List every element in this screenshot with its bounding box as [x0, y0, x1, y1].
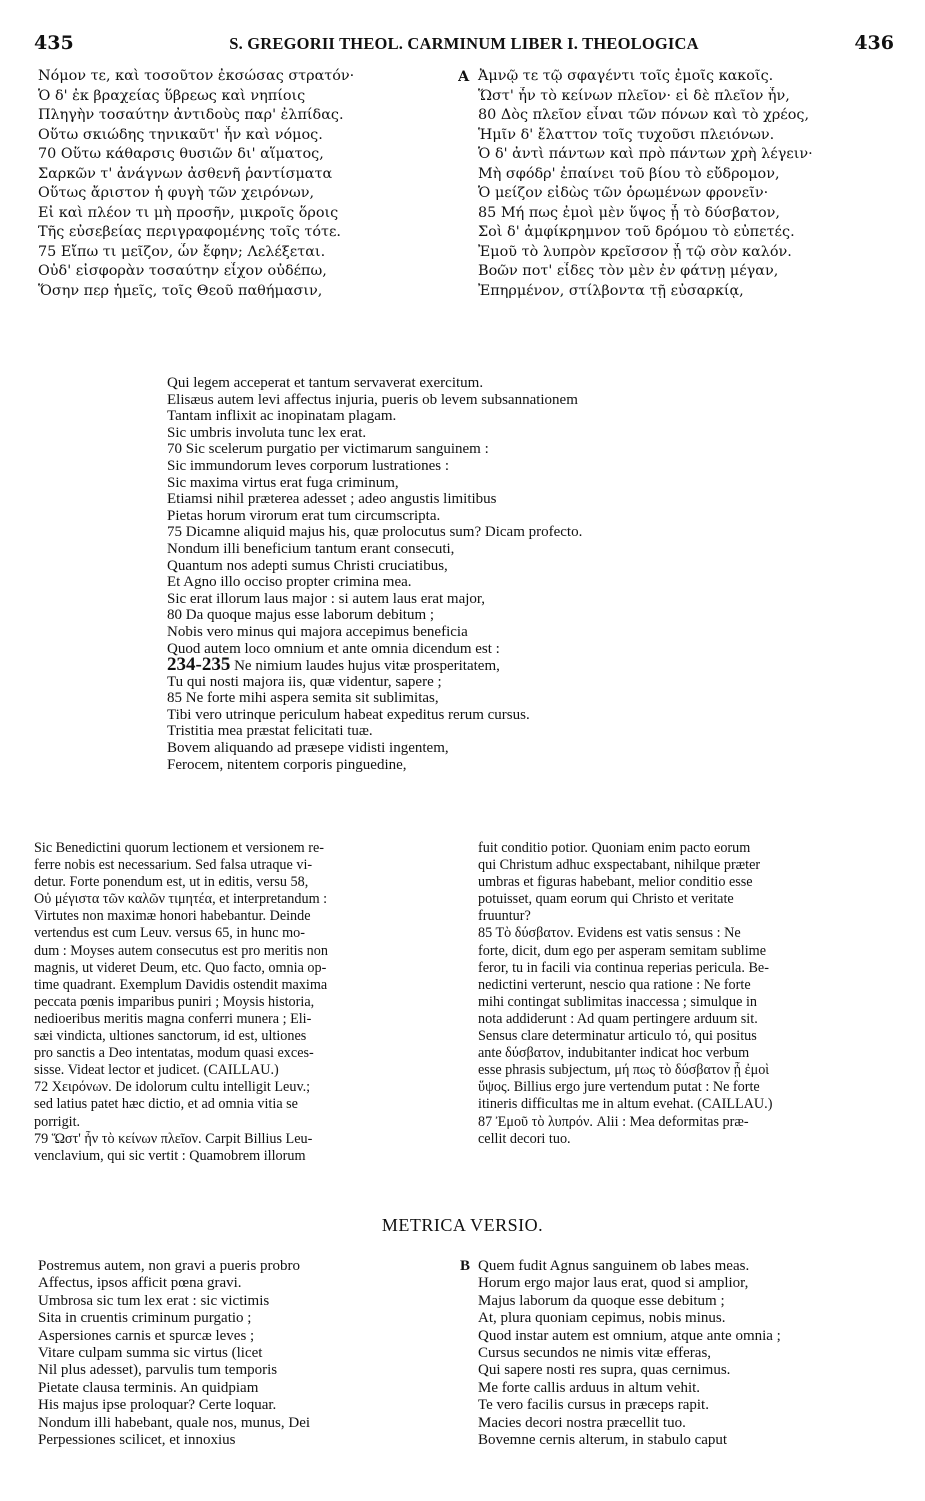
metrica-line-text: Bovemne cernis alterum, in stabulo caput: [478, 1431, 728, 1448]
metrica-line: [460, 1345, 900, 1362]
metrica-line-text: Me forte callis arduus in altum vehit.: [478, 1379, 701, 1396]
translation-line: [167, 607, 827, 624]
translation-line-text: Nobis vero minus qui majora accepimus beneficia: [167, 623, 468, 640]
note-line: [34, 960, 454, 977]
translation-line: [167, 674, 827, 691]
metrica-line: [38, 1328, 453, 1345]
metrica-left-column: [38, 1258, 453, 1449]
metrica-line-text: Sita in cruentis criminum purgatio ;: [38, 1310, 252, 1327]
metrica-line: [38, 1310, 453, 1327]
note-line-text: ante δύσβατον, indubitanter indicat hoc verbum: [478, 1045, 750, 1062]
metrica-line: [38, 1275, 453, 1292]
greek-line-text: Ἀμνῷ τε τῷ σφαγέντι τοῖς ἐμοῖς κακοῖς.: [478, 68, 774, 84]
greek-line-text: Οὕτω σκιώδης τηνικαῦτ' ἦν καὶ νόμος.: [38, 126, 323, 143]
note-line-text: detur. Forte ponendum est, ut in editis, versu 58,: [34, 874, 309, 891]
note-line-text: mihi contingat sublimitas inaccessa ; simulque in: [478, 993, 757, 1010]
translation-line: [167, 657, 827, 674]
translation-line-text: Tibi vero utrinque periculum habeat expeditus rerum cursus.: [167, 706, 530, 723]
greek-line-text: Ἐπηρμένον, στίλβοντα τῇ εὐσαρκίᾳ,: [478, 282, 744, 299]
metrica-right-column: [460, 1258, 900, 1449]
note-line: [478, 1114, 898, 1131]
translation-line-text: Sic immundorum leves corporum lustrationes :: [167, 457, 450, 474]
note-line-text: ferre nobis est necessarium. Sed falsa utraque vi-: [34, 857, 313, 874]
metrica-line: [460, 1397, 900, 1414]
translation-line: [167, 624, 827, 641]
translation-line: [167, 458, 827, 475]
note-line: [478, 977, 898, 994]
note-line: [34, 840, 454, 857]
translation-line-text: Ferocem, nitentem corporis pinguedine,: [167, 756, 407, 773]
translation-line-text: Qui legem acceperat et tantum servaverat exercitum.: [167, 375, 484, 391]
note-line: [34, 1096, 454, 1113]
greek-line: [38, 262, 448, 282]
translation-line: [167, 591, 827, 608]
greek-line-text: Μὴ σφόδρ' ἐπαίνει τοῦ βίου τὸ εὔδρομον,: [478, 165, 780, 182]
metrica-line: [38, 1380, 453, 1397]
note-line: [478, 857, 898, 874]
translation-line-text: Elisæus autem levi affectus injuria, pueris ob levem subsannationem: [167, 391, 578, 408]
greek-line-text: Νόμον τε, καὶ τοσοῦτον ἐκσώσας στρατόν·: [38, 68, 355, 84]
translation-line: [167, 491, 827, 508]
metrica-line-text: Macies decori nostra præcellit tuo.: [478, 1414, 686, 1431]
metrica-line: [460, 1432, 900, 1449]
note-line-text: fuit conditio potior. Quoniam enim pacto eorum: [478, 840, 751, 856]
metrica-line: [460, 1415, 900, 1432]
metrica-line-text: Umbrosa sic tum lex erat : sic victimis: [38, 1292, 270, 1309]
metrica-line: [38, 1258, 453, 1275]
note-line-text: Οὐ μέγιστα τῶν καλῶν τιμητέα, et interpretandum :: [34, 891, 328, 908]
greek-line-text: Εἰ καὶ πλέον τι μὴ προσῆν, μικροῖς ὅροις: [38, 204, 339, 221]
metrica-line-text: Quod instar autem est omnium, atque ante omnia ;: [478, 1327, 781, 1344]
note-line-text: qui Christum adhuc exspectabant, nihilque præter: [478, 857, 761, 874]
metrica-line-text: Affectus, ipsos afficit pœna gravi.: [38, 1275, 242, 1292]
note-line: [34, 1011, 454, 1028]
greek-line: [458, 204, 898, 224]
translation-line: [167, 408, 827, 425]
translation-line-text: Tristitia mea præstat felicitati tuæ.: [167, 723, 373, 740]
greek-line: [38, 282, 448, 302]
translation-line-text: Ne nimium laudes hujus vitæ prosperitatem,: [234, 658, 500, 674]
greek-line-text: Ἡμῖν δ' ἔλαττον τοῖς τυχοῦσι πλειόνων.: [478, 126, 775, 143]
greek-line: [458, 67, 898, 87]
metrica-line: [460, 1310, 900, 1327]
metrica-heading: METRICA VERSIO.: [381, 1215, 544, 1235]
note-line: [478, 1079, 898, 1096]
note-line-text: 87 Ἐμοῦ τὸ λυπρόν. Alii : Mea deformitas præ-: [478, 1113, 749, 1130]
metrica-line-text: Nondum illi habebant, quale nos, munus, Dei: [38, 1414, 311, 1431]
greek-line: [458, 87, 898, 107]
translation-line: [167, 524, 827, 541]
translation-line: [167, 508, 827, 525]
translation-line: [167, 392, 827, 409]
note-line: [34, 943, 454, 960]
greek-line: [458, 145, 898, 165]
note-line-text: magnis, ut videret Deum, etc. Quo facto, omnia op-: [34, 959, 327, 976]
greek-line-text: Πληγὴν τοσαύτην ἀντιδοὺς παρ' ἐλπίδας.: [38, 107, 344, 123]
greek-line-text: Ὁ δ' ἐκ βραχείας ὕβρεως καὶ νηπίοις: [38, 87, 306, 104]
translation-line: [167, 541, 827, 558]
translation-line-text: Etiamsi nihil præterea adesset ; adeo angustis limitibus: [167, 491, 497, 508]
metrica-line: [460, 1275, 900, 1292]
note-line: [478, 943, 898, 960]
translation-line-text: Et Agno illo occiso propter crimina mea.: [167, 574, 412, 591]
translation-line-text: Tantam inflixit ac inopinatam plagam.: [167, 408, 397, 425]
page-number-right: 436: [854, 32, 894, 54]
note-line: [478, 1011, 898, 1028]
greek-line-text: Οὕτως ἄριστον ἡ φυγὴ τῶν χειρόνων,: [38, 185, 315, 201]
metrica-line-text: Quem fudit Agnus sanguinem ob labes meas.: [478, 1258, 750, 1274]
running-header: [34, 32, 894, 56]
greek-line: [38, 243, 448, 263]
note-line-text: ὕψος. Billius ergo jure vertendum putat : Ne forte: [478, 1079, 760, 1096]
note-line-text: 85 Τὸ δύσβατον. Evidens est vatis sensus : Ne: [478, 925, 741, 942]
note-line: [478, 1131, 898, 1148]
note-line-text: dum : Moyses autem consecutus est pro meritis non: [34, 942, 328, 959]
greek-line: [458, 165, 898, 185]
running-title: S. GREGORII THEOL. CARMINUM LIBER I. THEOLOGICA: [229, 34, 699, 53]
greek-line: [38, 165, 448, 185]
note-line: [478, 908, 898, 925]
note-line: [34, 1079, 454, 1096]
greek-line-text: Βοῶν ποτ' εἶδες τὸν μὲν ἐν φάτνῃ μέγαν,: [478, 263, 779, 279]
translation-line-text: Sic erat illorum laus major : si autem laus erat major,: [167, 590, 486, 607]
greek-line-text: 80 Δὸς πλεῖον εἶναι τῶν πόνων καὶ τὸ χρέος,: [478, 107, 810, 123]
note-line: [34, 1131, 454, 1148]
metrica-line: [38, 1293, 453, 1310]
metrica-line: [38, 1345, 453, 1362]
greek-line: [38, 223, 448, 243]
greek-line: [458, 282, 898, 302]
column-marker: A: [458, 68, 470, 85]
translation-line-text: Quantum nos adepti sumus Christi cruciatibus,: [167, 557, 448, 574]
note-line-text: pro sanctis a Deo intentatas, modum quasi exces-: [34, 1045, 314, 1062]
metrica-line-text: Nil plus adesset), parvulis tum temporis: [38, 1362, 278, 1379]
note-line-text: esse phrasis subjectum, μή πως τὸ δύσβατον ᾖ ἐμοὶ: [478, 1062, 770, 1079]
greek-line: [38, 106, 448, 126]
translation-line: [167, 425, 827, 442]
metrica-line-text: Vitare culpam summa sic virtus (licet: [38, 1344, 263, 1361]
greek-line-text: 70 Οὕτω κάθαρσις θυσιῶν δι' αἵματος,: [38, 146, 324, 162]
note-line-text: peccata pœnis imparibus puniri ; Moysis historia,: [34, 993, 315, 1010]
metrica-line: [38, 1432, 453, 1449]
metrica-line-text: Te vero facilis cursus in præceps rapit.: [478, 1397, 709, 1414]
note-line-text: venclavium, qui sic vertit : Quamobrem illorum: [34, 1147, 306, 1164]
note-line-text: sæi vindicta, ultiones sanctorum, id est, ultiones: [34, 1028, 307, 1045]
note-line-text: forte, dicit, dum ego per asperam semitam sublime: [478, 942, 767, 959]
greek-line-text: Ὁ δ' ἀντὶ πάντων καὶ πρὸ πάντων χρὴ λέγειν·: [478, 146, 813, 162]
note-line: [478, 874, 898, 891]
column-marker: B: [460, 1258, 471, 1274]
greek-text-right-column: [458, 67, 898, 301]
metrica-line-text: Qui sapere nosti res supra, quas cernimus.: [478, 1362, 731, 1379]
note-line: [34, 1028, 454, 1045]
metrica-line: [460, 1258, 900, 1275]
note-line-text: Sensus clare determinatur articulo τό, qui positus: [478, 1028, 757, 1045]
note-line: [34, 994, 454, 1011]
note-line: [478, 960, 898, 977]
greek-line-text: 75 Εἴπω τι μεῖζον, ὧν ἔφην; Λελέξεται.: [38, 243, 326, 260]
metrica-line: [460, 1328, 900, 1345]
note-line-text: nota addiderunt : Ad quam pertingere arduum sit.: [478, 1010, 758, 1027]
note-line-text: 72 Χειρόνων. De idolorum cultu intelligit Leuv.;: [34, 1079, 311, 1096]
metrica-line: [460, 1380, 900, 1397]
note-line-text: potuisset, quam eorum qui Christo et veritate: [478, 891, 734, 908]
greek-line: [458, 243, 898, 263]
note-line: [478, 891, 898, 908]
greek-line-text: Σαρκῶν τ' ἀνάγνων ἀσθενῆ ῥαντίσματα: [38, 165, 333, 182]
translation-line-text: Tu qui nosti majora iis, quæ videntur, sapere ;: [167, 673, 442, 690]
note-line-text: nedictini verterunt, nescio qua ratione : Ne forte: [478, 976, 751, 993]
metrica-line-text: At, plura quoniam cepimus, nobis minus.: [478, 1310, 726, 1327]
translation-line-text: Bovem aliquando ad præsepe vidisti ingentem,: [167, 740, 449, 757]
metrica-line: [38, 1362, 453, 1379]
greek-line: [38, 204, 448, 224]
translation-line: [167, 475, 827, 492]
translation-line-text: Sic umbris involuta tunc lex erat.: [167, 424, 367, 441]
greek-line: [458, 184, 898, 204]
metrica-line-text: Postremus autem, non gravi a pueris probro: [38, 1258, 301, 1274]
note-line: [34, 891, 454, 908]
note-line-text: Sic Benedictini quorum lectionem et versionem re-: [34, 840, 324, 856]
greek-line: [458, 126, 898, 146]
note-line: [478, 1028, 898, 1045]
greek-line-text: Τῆς εὐσεβείας περιγραφομένης τοῖς τότε.: [38, 224, 341, 240]
note-line: [478, 994, 898, 1011]
greek-line-text: Ὁ μείζον εἰδὼς τῶν ὁρωμένων φρονεῖν·: [478, 185, 769, 201]
translation-line-text: 80 Da quoque majus esse laborum debitum ;: [167, 607, 435, 624]
translation-line-text: 75 Dicamne aliquid majus his, quæ prolocutus sum? Dicam profecto.: [167, 524, 583, 541]
greek-line: [38, 67, 448, 87]
greek-line: [38, 126, 448, 146]
greek-line: [458, 262, 898, 282]
translation-line-text: Nondum illi beneficium tantum erant consecuti,: [167, 540, 455, 557]
note-line: [478, 840, 898, 857]
metrica-line: [38, 1397, 453, 1414]
translation-line-text: 70 Sic scelerum purgatio per victimarum sanguinem :: [167, 441, 489, 458]
note-line: [478, 1062, 898, 1079]
translation-line-text: Pietas horum virorum erat tum circumscripta.: [167, 507, 441, 524]
note-line-text: feror, tu in facili via continua reperias pericula. Be-: [478, 959, 769, 976]
metrica-line: [38, 1415, 453, 1432]
note-line: [34, 1148, 454, 1165]
metrica-line-text: Perpessiones scilicet, et innoxius: [38, 1431, 236, 1448]
note-line-text: vertendus est cum Leuv. versus 65, in hunc mo-: [34, 925, 305, 942]
greek-line: [458, 106, 898, 126]
note-line-text: nedioeribus meritis magna conferri munera ; Eli-: [34, 1010, 312, 1027]
note-line: [34, 977, 454, 994]
metrica-line-text: Horum ergo major laus erat, quod si amplior,: [478, 1275, 749, 1292]
note-line-text: itineris difficultas me in altum evehat. (CAILLAU.): [478, 1096, 773, 1113]
translation-line: [167, 707, 827, 724]
greek-line: [38, 184, 448, 204]
translation-line-text: Sic maxima virtus erat fuga criminum,: [167, 474, 399, 491]
translation-line: [167, 641, 827, 658]
metrica-line: [460, 1293, 900, 1310]
note-line: [478, 1045, 898, 1062]
page-reference-marker: 234-235: [167, 657, 231, 674]
translation-line: [167, 558, 827, 575]
note-line-text: porrigit.: [34, 1113, 81, 1130]
note-line-text: sed latius patet hæc dictio, et ad omnia vitia se: [34, 1096, 298, 1113]
translation-line-text: 85 Ne forte mihi aspera semita sit sublimitas,: [167, 690, 439, 707]
greek-line-text: Οὐδ' εἰσφορὰν τοσαύτην εἶχον οὐδέπω,: [38, 263, 327, 279]
translation-line: [167, 375, 827, 392]
greek-line-text: Ἐμοῦ τὸ λυπρὸν κρεῖσσον ᾖ τῷ σὸν καλόν.: [478, 243, 792, 260]
notes-left-column: [34, 840, 454, 1165]
translation-line: [167, 757, 827, 774]
note-line: [34, 1062, 454, 1079]
greek-line-text: Ὥστ' ἦν τὸ κείνων πλεῖον· εἰ δὲ πλεῖον ἦν,: [478, 87, 790, 104]
greek-line-text: Ὅσην περ ἡμεῖς, τοῖς Θεοῦ παθήμασιν,: [38, 282, 323, 299]
note-line-text: 79 Ὥστ' ἦν τὸ κείνων πλεῖον. Carpit Billius Leu-: [34, 1130, 313, 1147]
greek-line-text: Σοὶ δ' ἀμφίκρημνον τοῦ δρόμου τὸ εὐπετές.: [478, 224, 795, 240]
note-line-text: fruuntur?: [478, 908, 531, 925]
metrica-line-text: Majus laborum da quoque esse debitum ;: [478, 1292, 725, 1309]
note-line: [34, 1045, 454, 1062]
note-line: [478, 925, 898, 942]
latin-translation: [167, 375, 827, 773]
note-line: [34, 1114, 454, 1131]
metrica-line: [460, 1362, 900, 1379]
translation-line: [167, 690, 827, 707]
page-number-left: 435: [34, 32, 74, 54]
translation-line-text: Quod autem loco omnium et ante omnia dicendum est :: [167, 640, 500, 657]
metrica-line-text: His majus ipse proloquar? Certe loquar.: [38, 1397, 277, 1414]
metrica-line-text: Pietate clausa terminis. An quidpiam: [38, 1379, 259, 1396]
greek-line: [38, 145, 448, 165]
note-line-text: time quadrant. Exemplum Davidis ostendit maxima: [34, 976, 328, 993]
metrica-line-text: Aspersiones carnis et spurcæ leves ;: [38, 1327, 255, 1344]
note-line-text: sisse. Videat lector et judicet. (CAILLAU.): [34, 1062, 279, 1079]
translation-line: [167, 723, 827, 740]
notes-right-column: [478, 840, 898, 1148]
metrica-line-text: Cursus secundos ne nimis vitæ efferas,: [478, 1344, 712, 1361]
greek-line: [38, 87, 448, 107]
greek-text-left-column: [38, 67, 448, 301]
note-line-text: umbras et figuras habebant, melior conditio esse: [478, 874, 753, 891]
note-line: [34, 857, 454, 874]
note-line-text: Virtutes non maximæ honori habebantur. Deinde: [34, 908, 311, 925]
note-line: [34, 874, 454, 891]
translation-line: [167, 574, 827, 591]
note-line: [478, 1096, 898, 1113]
translation-line: [167, 740, 827, 757]
note-line: [34, 908, 454, 925]
note-line-text: cellit decori tuo.: [478, 1130, 571, 1147]
greek-line: [458, 223, 898, 243]
translation-line: [167, 441, 827, 458]
note-line: [34, 925, 454, 942]
greek-line-text: 85 Μή πως ἐμοὶ μὲν ὕψος ᾖ τὸ δύσβατον,: [478, 204, 780, 221]
